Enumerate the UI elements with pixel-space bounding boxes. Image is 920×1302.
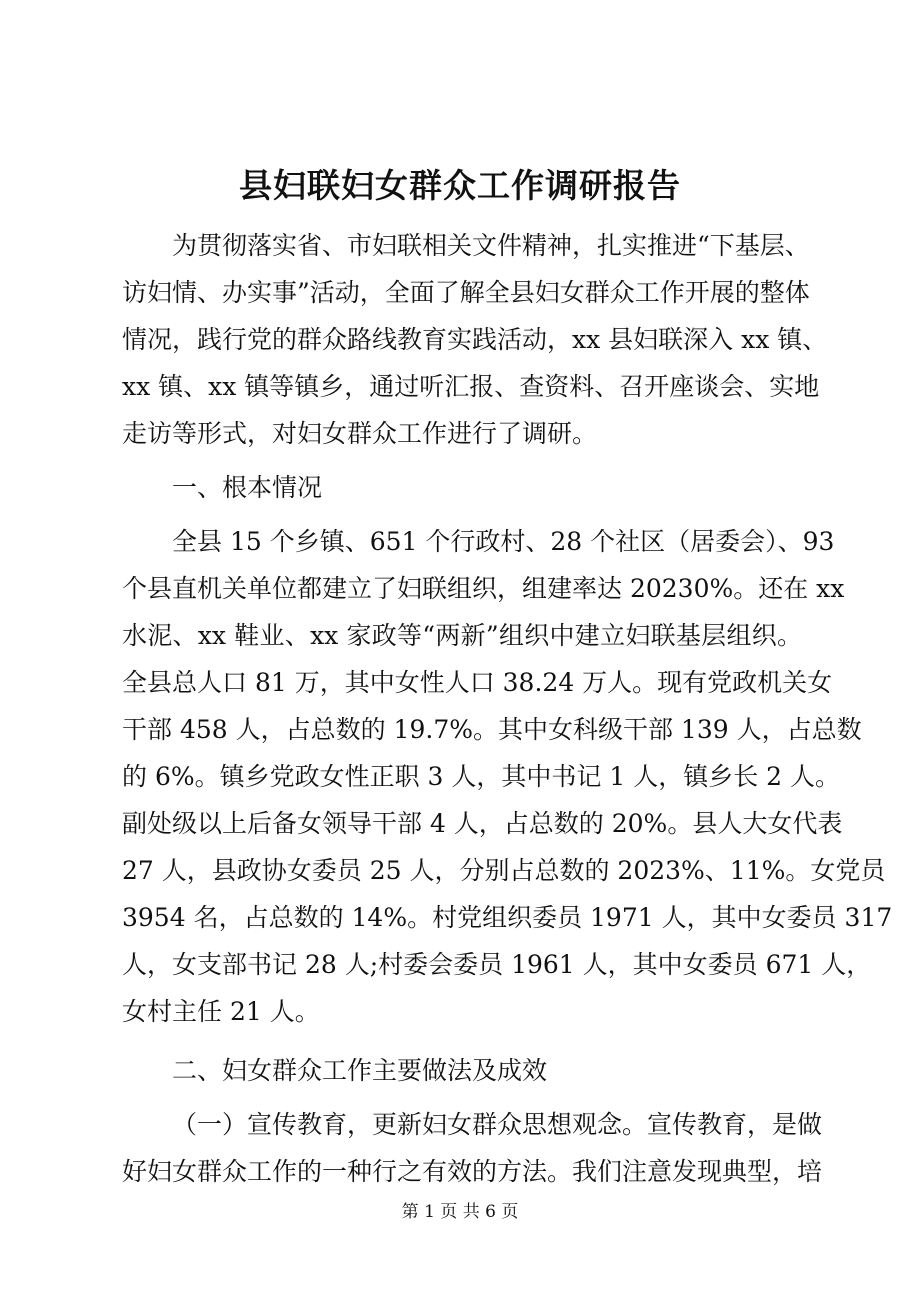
- text-line: 为贯彻落实省、市妇联相关文件精神，扎实推进“下基层、: [172, 231, 810, 260]
- page-footer: 第 1 页 共 6 页: [401, 1202, 519, 1222]
- text-line: 走访等形式，对妇女群众工作进行了调研。: [122, 419, 598, 448]
- text-line: 好妇女群众工作的一种行之有效的方法。我们注意发现典型，培: [122, 1157, 823, 1186]
- text-line: 的 6%。镇乡党政女性正职 3 人，其中书记 1 人，镇乡长 2 人。: [122, 762, 841, 791]
- text-line: 个县直机关单位都建立了妇联组织，组建率达 20230%。还在 xx: [122, 574, 845, 603]
- paragraph-basic-situation: [122, 518, 893, 1035]
- text-line: 人，女支部书记 28 人;村委会委员 1961 人，其中女委员 671 人，: [122, 950, 872, 979]
- text-line: 访妇情、办实事”活动，全面了解全县妇女群众工作开展的整体: [122, 278, 810, 307]
- text-line: 水泥、xx 鞋业、xx 家政等“两新”组织中建立妇联基层组织。: [122, 621, 802, 650]
- paragraph-publicity-education: [122, 1101, 823, 1195]
- text-line: 3954 名，占总数的 14%。村党组织委员 1971 人，其中女委员 317: [122, 903, 893, 932]
- section-heading-basic: 一、根本情况: [172, 473, 323, 502]
- text-line: （一）宣传教育，更新妇女群众思想观念。宣传教育，是做: [172, 1110, 823, 1139]
- document-title: 县妇联妇女群众工作调研报告: [239, 166, 681, 205]
- text-line: 女村主任 21 人。: [122, 997, 320, 1026]
- paragraph-intro: [122, 222, 828, 457]
- text-line: 全县总人口 81 万，其中女性人口 38.24 万人。现有党政机关女: [122, 668, 833, 697]
- section-heading-practices: 二、妇女群众工作主要做法及成效: [172, 1056, 548, 1085]
- text-line: 干部 458 人，占总数的 19.7%。其中女科级干部 139 人，占总数: [122, 715, 862, 744]
- text-line: 27 人，县政协女委员 25 人，分别占总数的 2023%、11%。女党员: [122, 856, 886, 885]
- text-line: 全县 15 个乡镇、651 个行政村、28 个社区（居委会）、93: [172, 527, 835, 556]
- text-line: xx 镇、xx 镇等镇乡，通过听汇报、查资料、召开座谈会、实地: [122, 372, 820, 401]
- text-line: 副处级以上后备女领导干部 4 人，占总数的 20%。县人大女代表: [122, 809, 843, 838]
- text-line: 情况，践行党的群众路线教育实践活动，xx 县妇联深入 xx 镇、: [122, 325, 828, 354]
- document-body: [122, 222, 893, 1195]
